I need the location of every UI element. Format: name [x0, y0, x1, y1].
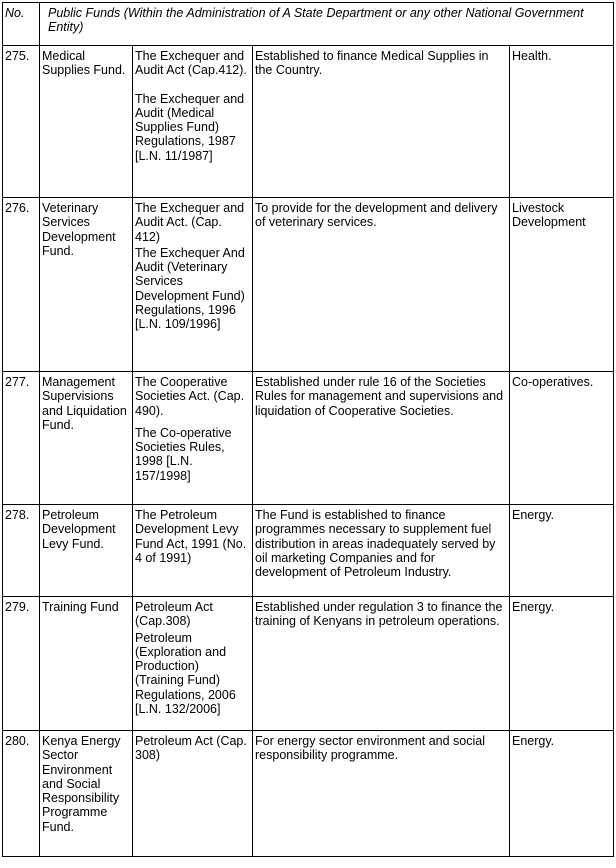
table-row	[3, 372, 614, 505]
public-funds-table	[2, 2, 614, 857]
legal-basis	[133, 597, 253, 731]
fund-purpose: Established under regulation 3 to finance the training of Kenyans in petroleum operations.	[253, 597, 510, 731]
fund-ministry: Livestock Development	[510, 198, 614, 372]
legal-basis-line: The Exchequer and Audit (Medical Supplies Fund) Regulations, 1987 [L.N. 11/1987]	[135, 91, 245, 163]
fund-name: Kenya Energy Sector Environment and Social Responsibility Programme Fund.	[40, 731, 133, 857]
fund-name: Medical Supplies Fund.	[40, 46, 133, 198]
fund-purpose: Established to finance Medical Supplies in the Country.	[253, 46, 510, 198]
legal-basis-line: The Cooperative Societies Act. (Cap. 490).	[135, 375, 245, 418]
legal-basis	[133, 372, 253, 505]
legal-basis	[133, 731, 253, 857]
fund-purpose: For energy sector environment and social responsibility programme.	[253, 731, 510, 857]
table-row	[3, 198, 614, 372]
legal-basis-line: Petroleum Act (Cap. 308)	[135, 734, 247, 763]
header-no: No.	[3, 3, 40, 46]
row-number: 279.	[3, 597, 40, 731]
table-row	[3, 46, 614, 198]
fund-purpose: To provide for the development and delivery of veterinary services.	[253, 198, 510, 372]
table-row	[3, 731, 614, 857]
fund-ministry: Energy.	[510, 597, 614, 731]
legal-basis	[133, 198, 253, 372]
fund-purpose: The Fund is established to finance programmes necessary to supplement fuel distribution in areas inadequately served by oil marketing Companies and for development of Petroleum Industry.	[253, 505, 510, 597]
legal-basis-line: The Exchequer and Audit Act. (Cap. 412)	[135, 201, 245, 244]
legal-basis-line: The Petroleum Development Levy Fund Act, 1991 (No. 4 of 1991)	[135, 508, 247, 565]
fund-name: Training Fund	[40, 597, 133, 731]
fund-ministry: Co-operatives.	[510, 372, 614, 505]
row-number: 280.	[3, 731, 40, 857]
table-row	[3, 505, 614, 597]
table-header-row	[3, 3, 614, 46]
legal-basis	[133, 505, 253, 597]
row-number: 275.	[3, 46, 40, 198]
legal-basis-line: The Exchequer And Audit (Veterinary Services Development Fund) Regulations, 1996 [L.N. 109/1996]	[135, 245, 245, 332]
fund-ministry: Energy.	[510, 731, 614, 857]
fund-name: Management Supervisions and Liquidation Fund.	[40, 372, 133, 505]
fund-name: Petroleum Development Levy Fund.	[40, 505, 133, 597]
row-number: 278.	[3, 505, 40, 597]
fund-ministry: Energy.	[510, 505, 614, 597]
row-number: 277.	[3, 372, 40, 505]
row-number: 276.	[3, 198, 40, 372]
legal-basis-line: The Co-operative Societies Rules, 1998 [L.N. 157/1998]	[135, 425, 232, 483]
header-title: Public Funds (Within the Administration of A State Department or any other National Government Entity)	[40, 3, 614, 46]
table-row	[3, 597, 614, 731]
fund-ministry: Health.	[510, 46, 614, 198]
legal-basis-line: Petroleum (Exploration and Production) (Training Fund) Regulations, 2006 [L.N. 132/2006]	[135, 630, 236, 717]
legal-basis	[133, 46, 253, 198]
legal-basis-line: Petroleum Act (Cap.308)	[135, 600, 213, 629]
legal-basis-line: The Exchequer and Audit Act (Cap.412).	[135, 49, 247, 78]
fund-purpose: Established under rule 16 of the Societies Rules for management and supervisions and liquidation of Cooperative Societies.	[253, 372, 510, 505]
fund-name: Veterinary Services Development Fund.	[40, 198, 133, 372]
